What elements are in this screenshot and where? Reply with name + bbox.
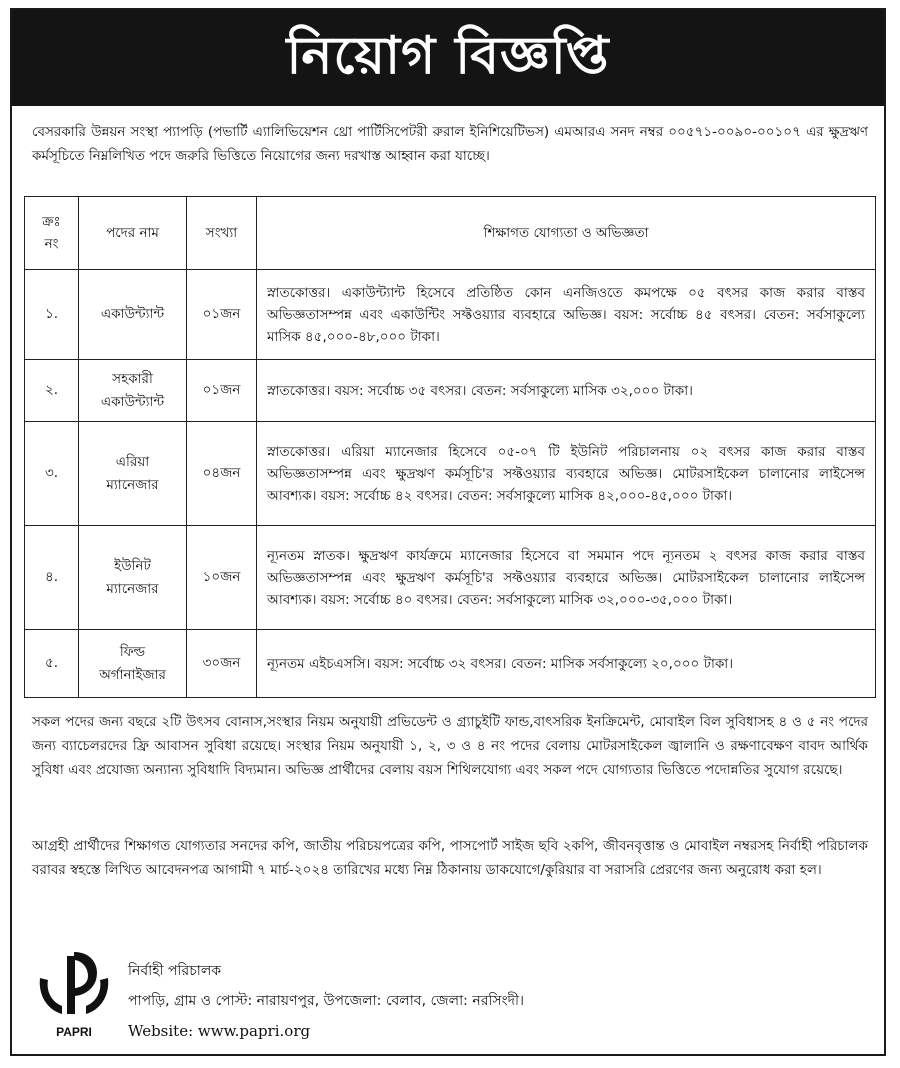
header-post: পদের নাম <box>79 197 187 270</box>
row-count: ০১জন <box>187 360 257 422</box>
intro-paragraph: বেসরকারি উন্নয়ন সংস্থা প্যাপড়ি (পভার্টি এ্যালিভিয়েশন থ্রো পার্টিসিপেটরী রুরাল ইনিশিয়েটিভস) এমআরএ সনদ নম্বর ০০৫৭১-০০৯০-০০১০৭ এর ক্ষুদ্রঋণ কর্মসূচিতে নিম্নলিখিত পদে জরুরি ভিত্তিতে নিয়োগের জন্য দরখাস্ত আহ্বান করা যাচ্ছে। <box>32 124 868 164</box>
table-row <box>25 270 876 360</box>
signature-block <box>128 956 848 1046</box>
row-serial: ৩. <box>25 422 79 526</box>
row-post: একাউন্ট্যান্ট <box>79 270 187 360</box>
row-requirements: স্নাতকোত্তর। এরিয়া ম্যানেজার হিসেবে ০৫-০৭ টি ইউনিট পরিচালনায় ০২ বৎসর কাজ করার বাস্তব অভিজ্ঞতাসম্পন্ন এবং ক্ষুদ্রঋণ কর্মসূচি'র সফ্টওয়্যার ব্যবহারে অভিজ্ঞ। মোটরসাইকেল চালানোর লাইসেন্স আবশ্যক। বয়স: সর্বোচ্চ ৪২ বৎসর। বেতন: সর্বসাকুল্যে মাসিক ৪২,০০০-৪৫,০০০ টাকা। <box>257 422 876 526</box>
designation: নির্বাহী পরিচালক <box>128 963 222 979</box>
row-count: ০৪জন <box>187 422 257 526</box>
papri-logo <box>34 948 114 1044</box>
row-count: ০১জন <box>187 270 257 360</box>
table-row <box>25 526 876 630</box>
application-paragraph: আগ্রহী প্রার্থীদের শিক্ষাগত যোগ্যতার সনদের কপি, জাতীয় পরিচয়পত্রের কপি, পাসপোর্ট সাইজ ছবি ২কপি, জীবনবৃত্তান্ত ও মোবাইল নম্বরসহ নির্বাহী পরিচালক বরাবর স্বহস্তে লিখিত আবেদনপত্র আগামী ৭ মার্চ-২০২৪ তারিখের মধ্যে নিম্ন ঠিকানায় ডাকযোগে/কুরিয়ার বা সরাসরি প্রেরণের জন্য অনুরোধ করা হল। <box>32 838 868 878</box>
header-requirements: শিক্ষাগত যোগ্যতা ও অভিজ্ঞতা <box>257 197 876 270</box>
row-requirements: ন্যূনতম এইচএসসি। বয়স: সর্বোচ্চ ৩২ বৎসর। বেতন: মাসিক সর্বসাকুল্যে ২০,০০০ টাকা। <box>257 630 876 698</box>
row-serial: ১. <box>25 270 79 360</box>
table-row <box>25 630 876 698</box>
row-count: ১০জন <box>187 526 257 630</box>
notice-page <box>10 8 886 1056</box>
row-requirements: স্নাতকোত্তর। বয়স: সর্বোচ্চ ৩৫ বৎসর। বেতন: সর্বসাকুল্যে মাসিক ৩২,০০০ টাকা। <box>257 360 876 422</box>
header-count: সংখ্যা <box>187 197 257 270</box>
notice-title: নিয়োগ বিজ্ঞপ্তি <box>12 10 884 106</box>
table-row <box>25 422 876 526</box>
logo-text: PAPRI <box>56 1025 92 1039</box>
row-serial: ২. <box>25 360 79 422</box>
table-header-row <box>25 197 876 270</box>
row-post: সহকারী একাউন্ট্যান্ট <box>79 360 187 422</box>
row-post: ইউনিট ম্যানেজার <box>79 526 187 630</box>
row-requirements: ন্যূনতম স্নাতক। ক্ষুদ্রঋণ কার্যক্রমে ম্যানেজার হিসেবে বা সমমান পদে ন্যূনতম ২ বৎসর কাজ করার বাস্তব অভিজ্ঞতাসম্পন্ন এবং ক্ষুদ্রঋণ কর্মসূচি'র সফ্টওয়্যার ব্যবহারে অভিজ্ঞ। মোটরসাইকেল চালানোর লাইসেন্স আবশ্যক। বয়স: সর্বোচ্চ ৪০ বৎসর। বেতন: সর্বসাকুল্যে মাসিক ৩২,০০০-৩৫,০০০ টাকা। <box>257 526 876 630</box>
row-post: ফিল্ড অর্গানাইজার <box>79 630 187 698</box>
row-serial: ৪. <box>25 526 79 630</box>
benefits-paragraph: সকল পদের জন্য বছরে ২টি উৎসব বোনাস,সংস্থার নিয়ম অনুযায়ী প্রভিডেন্ট ও গ্র্যাচুইটি ফান্ড,বাৎসরিক ইনক্রিমেন্ট, মোবাইল বিল সুবিধাসহ ৪ ও ৫ নং পদের জন্য ব্যাচেলরদের ফ্রি আবাসন সুবিধা রয়েছে। সংস্থার নিয়ম অনুযায়ী ১, ২, ৩ ও ৪ নং পদের বেলায় মোটরসাইকেল জ্বালানি ও রক্ষণাবেক্ষণ বাবদ আর্থিক সুবিধা এবং প্রযোজ্য অন্যান্য সুবিধাদি বিদ্যমান। অভিজ্ঞ প্রার্থীদের বেলায় বয়স শিথিলযোগ্য এবং সকল পদে যোগ্যতার ভিত্তিতে পদোন্নতির সুযোগ রয়েছে। <box>32 714 868 778</box>
address: পাপড়ি, গ্রাম ও পোস্ট: নারায়ণপুর, উপজেলা: বেলাব, জেলা: নরসিংদী। <box>128 993 525 1009</box>
row-requirements: স্নাতকোত্তর। একাউন্ট্যান্ট হিসেবে প্রতিষ্ঠিত কোন এনজিওতে কমপক্ষে ০৫ বৎসর কাজ করার বাস্তব অভিজ্ঞতাসম্পন্ন এবং একাউন্টিং সফ্টওয়্যার ব্যবহারে অভিজ্ঞ। বয়স: সর্বোচ্চ ৪৫ বৎসর। বেতন: সর্বসাকুল্যে মাসিক ৪৫,০০০-৪৮,০০০ টাকা। <box>257 270 876 360</box>
row-post: এরিয়া ম্যানেজার <box>79 422 187 526</box>
header-serial: ক্রঃ নং <box>25 197 79 270</box>
website-link[interactable]: Website: www.papri.org <box>128 1022 311 1040</box>
posts-table <box>24 196 876 698</box>
row-serial: ৫. <box>25 630 79 698</box>
table-row <box>25 360 876 422</box>
row-count: ৩০জন <box>187 630 257 698</box>
